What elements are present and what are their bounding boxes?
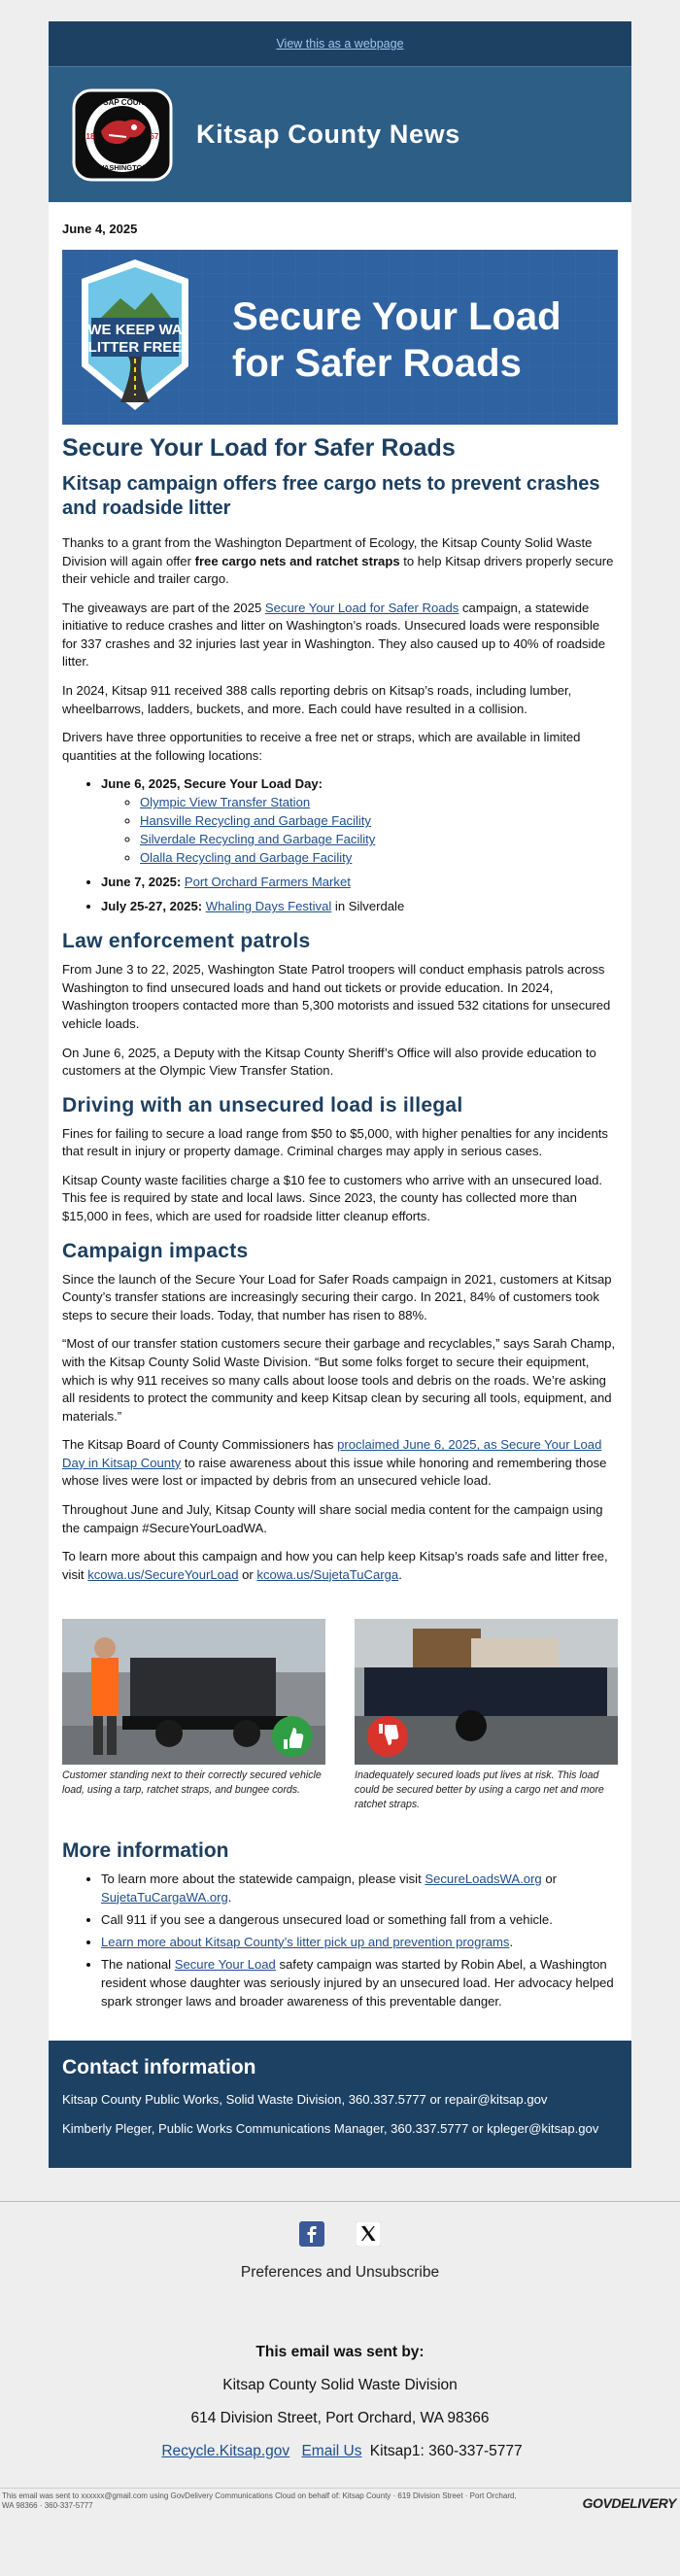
campaign-link[interactable]: Secure Your Load for Safer Roads	[264, 600, 459, 615]
list-item: • July 25-27, 2025: Whaling Days Festival in Silverdale	[101, 898, 618, 916]
seal-bottom-text: WASHINGTON	[97, 162, 148, 172]
paragraph: To learn more about this campaign and how you can help keep Kitsap’s roads safe and litter free, visit kcowa.us/SecureYourLoad or kcowa.us/SujetaTuCarga.	[62, 1549, 608, 1582]
national-campaign-link[interactable]: Secure Your Load	[174, 1956, 276, 1972]
location-link[interactable]: Olympic View Transfer Station	[140, 795, 311, 810]
location-link[interactable]: Olalla Recycling and Garbage Facility	[140, 850, 353, 866]
unsecured-load-image	[355, 1619, 618, 1765]
article-subtitle: Kitsap campaign offers free cargo nets to prevent crashes and roadside litter	[62, 473, 600, 519]
photo-caption: Inadequately secured loads put lives at risk. This load could be secured better by using a cargo net and more ratchet straps.	[355, 1769, 604, 1810]
list-item	[140, 812, 618, 831]
facebook-icon[interactable]	[299, 2221, 324, 2247]
litter-programs-link[interactable]: Learn more about Kitsap County’s litter pick up and prevention programs	[101, 1934, 510, 1949]
list-item	[140, 831, 618, 849]
section-heading: More information	[62, 1838, 229, 1862]
view-webpage-link[interactable]: View this as a webpage	[276, 37, 404, 51]
section-heading: Campaign impacts	[62, 1239, 249, 1262]
delivery-strip	[0, 2488, 680, 2517]
list-item: • June 7, 2025: Port Orchard Farmers Market	[101, 874, 618, 892]
sender-address: 614 Division Street, Port Orchard, WA 98366	[190, 2409, 490, 2426]
photo-row	[62, 1619, 618, 1811]
photo-caption: Customer standing next to their correctly secured vehicle load, using a tarp, ratchet straps, and bungee cords.	[62, 1769, 322, 1797]
paragraph: Drivers have three opportunities to receive a free net or straps, which are available in limited quantities at the following locations:	[62, 730, 581, 763]
paragraph: Thanks to a grant from the Washington Department of Ecology, the Kitsap County Solid Waste Division will again offer free cargo nets and ratchet straps to help Kitsap drivers properly secure their vehicle and trailer cargo.	[62, 535, 614, 587]
social-links	[0, 2221, 680, 2247]
badge-line-1: WE KEEP WA	[87, 322, 183, 338]
govdelivery-logo: GOVDELIVERY	[582, 2494, 676, 2511]
more-info-list	[62, 1871, 618, 2011]
list-item: • June 6, 2025, Secure Your Load Day: ◦ Olympic View Transfer Station ◦ Hansville Recycling and Garbage Facility ◦ Silverdale Recycling and Garbage Facility ◦ Olalla Recycling and Garbage Facility	[101, 775, 618, 868]
county-seal	[68, 86, 177, 184]
paragraph: The giveaways are part of the 2025 Secure Your Load for Safer Roads campaign, a statewide initiative to reduce crashes and litter on Washington’s roads. Unsecured loads were responsible for 337 crashes and 32 injuries last year in Washington. They also caused up to 40% of roadside litter.	[62, 600, 605, 670]
list-item	[140, 849, 618, 868]
paragraph: Kitsap County waste facilities charge a $10 fee to customers who arrive with an unsecured load. This fee is required by state and local laws. Since 2023, the county has collected more than $15,000 in fees, which are used for roadside litter cleanup efforts.	[62, 1172, 603, 1224]
location-list	[101, 794, 618, 868]
paragraph: In 2024, Kitsap 911 received 388 calls reporting debris on Kitsap’s roads, including lumber, wheelbarrows, ladders, buckets, and more. Each could have resulted in a collision.	[62, 683, 572, 716]
paragraph: The Kitsap Board of County Commissioners has proclaimed June 6, 2025, as Secure Your Load Day in Kitsap County to raise awareness about this issue while honoring and remembering those whose lives were lost or impacted by debris from an unsecured vehicle load.	[62, 1437, 607, 1489]
section-heading: Driving with an unsecured load is illegal	[62, 1093, 463, 1116]
list-item: • To learn more about the statewide campaign, please visit SecureLoadsWA.org or SujetaTuCargaWA.org.	[101, 1871, 618, 1907]
farmers-market-link[interactable]: Port Orchard Farmers Market	[184, 875, 351, 890]
newsletter-header	[49, 66, 631, 202]
proclamation-link[interactable]: proclaimed June 6, 2025, as Secure Your Load Day in Kitsap County	[62, 1437, 602, 1470]
email-footer	[0, 2201, 680, 2488]
top-bar	[49, 21, 631, 66]
paragraph: “Most of our transfer station customers secure their garbage and recyclables,” says Sarah Champ, with the Kitsap County Solid Waste Division. “But some folks forget to secure their equipment, which is why 911 receives so many calls about loose tools and debris on the roads. We’re asking all residents to protect the community and keep Kitsap clean by securing all tools, equipment, and materials.”	[62, 1336, 616, 1424]
header-title: Kitsap County News	[196, 120, 460, 149]
paragraph: On June 6, 2025, a Deputy with the Kitsap County Sheriff’s Office will also provide education to customers at the Olympic View Transfer Station.	[62, 1045, 596, 1079]
photo-secured-load	[62, 1619, 325, 1811]
contact-line: Kimberly Pleger, Public Works Communications Manager, 360.337.5777 or kpleger@kitsap.gov	[62, 2121, 599, 2137]
sujeta-carga-link[interactable]: kcowa.us/SujetaTuCarga	[256, 1566, 399, 1582]
sender-org: Kitsap County Solid Waste Division	[222, 2376, 458, 2393]
paragraph: From June 3 to 22, 2025, Washington State Patrol troopers will conduct emphasis patrols across Washington to find unsecured loads and hand out tickets or provide education. In 2024, Washington troopers contacted more than 5,300 motorists and issued 532 citations for unsecured vehicle loads.	[62, 962, 611, 1031]
phone-number: Kitsap1: 360-337-5777	[369, 2442, 523, 2459]
list-item: • Learn more about Kitsap County’s litter pick up and prevention programs.	[101, 1934, 618, 1952]
issue-date: June 4, 2025	[62, 222, 138, 236]
badge-line-2: LITTER FREE	[87, 339, 183, 356]
banner-headline-2: for Safer Roads	[232, 342, 522, 385]
paragraph: Since the launch of the Secure Your Load for Safer Roads campaign in 2021, customers at Kitsap County’s transfer stations are increasingly securing their cargo. In 2021, 84% of customers took steps to secure their loads. Today, that number has risen to 88%.	[62, 1271, 612, 1322]
footer-links	[0, 2443, 680, 2460]
section-heading: Law enforcement patrols	[62, 930, 311, 953]
seal-top-text: KITSAP COUNTY	[90, 97, 154, 107]
contact-section	[49, 2041, 631, 2168]
main-content	[49, 202, 631, 2041]
sent-by-title: This email was sent by:	[255, 2343, 425, 2360]
seal-left-text: 18	[85, 131, 95, 141]
contact-line: Kitsap County Public Works, Solid Waste Division, 360.337.5777 or repair@kitsap.gov	[62, 2091, 548, 2107]
contact-heading: Contact information	[62, 2055, 256, 2078]
whaling-days-link[interactable]: Whaling Days Festival	[205, 899, 332, 914]
x-twitter-icon[interactable]	[356, 2221, 381, 2247]
list-item	[140, 794, 618, 812]
sujetatucarga-link[interactable]: SujetaTuCargaWA.org	[101, 1889, 228, 1905]
preferences-unsubscribe-link[interactable]: Preferences and Unsubscribe	[240, 2263, 440, 2281]
email-container	[49, 21, 631, 2168]
secure-load-link[interactable]: kcowa.us/SecureYourLoad	[87, 1566, 239, 1582]
recycle-kitsap-link[interactable]: Recycle.Kitsap.gov	[161, 2442, 290, 2459]
campaign-banner	[62, 250, 618, 425]
location-link[interactable]: Hansville Recycling and Garbage Facility	[140, 813, 371, 829]
article-title: Secure Your Load for Safer Roads	[62, 434, 456, 462]
paragraph: Fines for failing to secure a load range from $50 to $5,000, with higher penalties for any incidents that result in injury or property damage. Criminal charges may apply in serious cases.	[62, 1125, 608, 1159]
seal-right-text: 57	[150, 131, 159, 141]
more-information-section	[62, 1839, 618, 2011]
secured-load-image	[62, 1619, 325, 1765]
photo-unsecured-load	[355, 1619, 618, 1811]
delivery-disclaimer: This email was sent to xxxxxx@gmail.com using GovDelivery Communications Cloud on behalf of: Kitsap County · 619 Division Street · Port Orchard, WA 98366 · 360-337-5777	[2, 2490, 517, 2510]
event-list	[62, 775, 618, 916]
list-item: • Call 911 if you see a dangerous unsecured load or something fall from a vehicle.	[101, 1911, 618, 1930]
list-item: • The national Secure Your Load safety campaign was started by Robin Abel, a Washington resident whose daughter was seriously injured by an unsecured load. Her advocacy helped spark stronger laws and broader awareness of this preventable danger.	[101, 1956, 618, 2011]
email-us-link[interactable]: Email Us	[301, 2442, 362, 2459]
banner-headline-1: Secure Your Load	[232, 295, 561, 338]
location-link[interactable]: Silverdale Recycling and Garbage Facility	[140, 832, 376, 847]
paragraph: Throughout June and July, Kitsap County will share social media content for the campaign using the campaign #SecureYourLoadWA.	[62, 1501, 603, 1535]
secureloads-link[interactable]: SecureLoadsWA.org	[425, 1871, 542, 1886]
